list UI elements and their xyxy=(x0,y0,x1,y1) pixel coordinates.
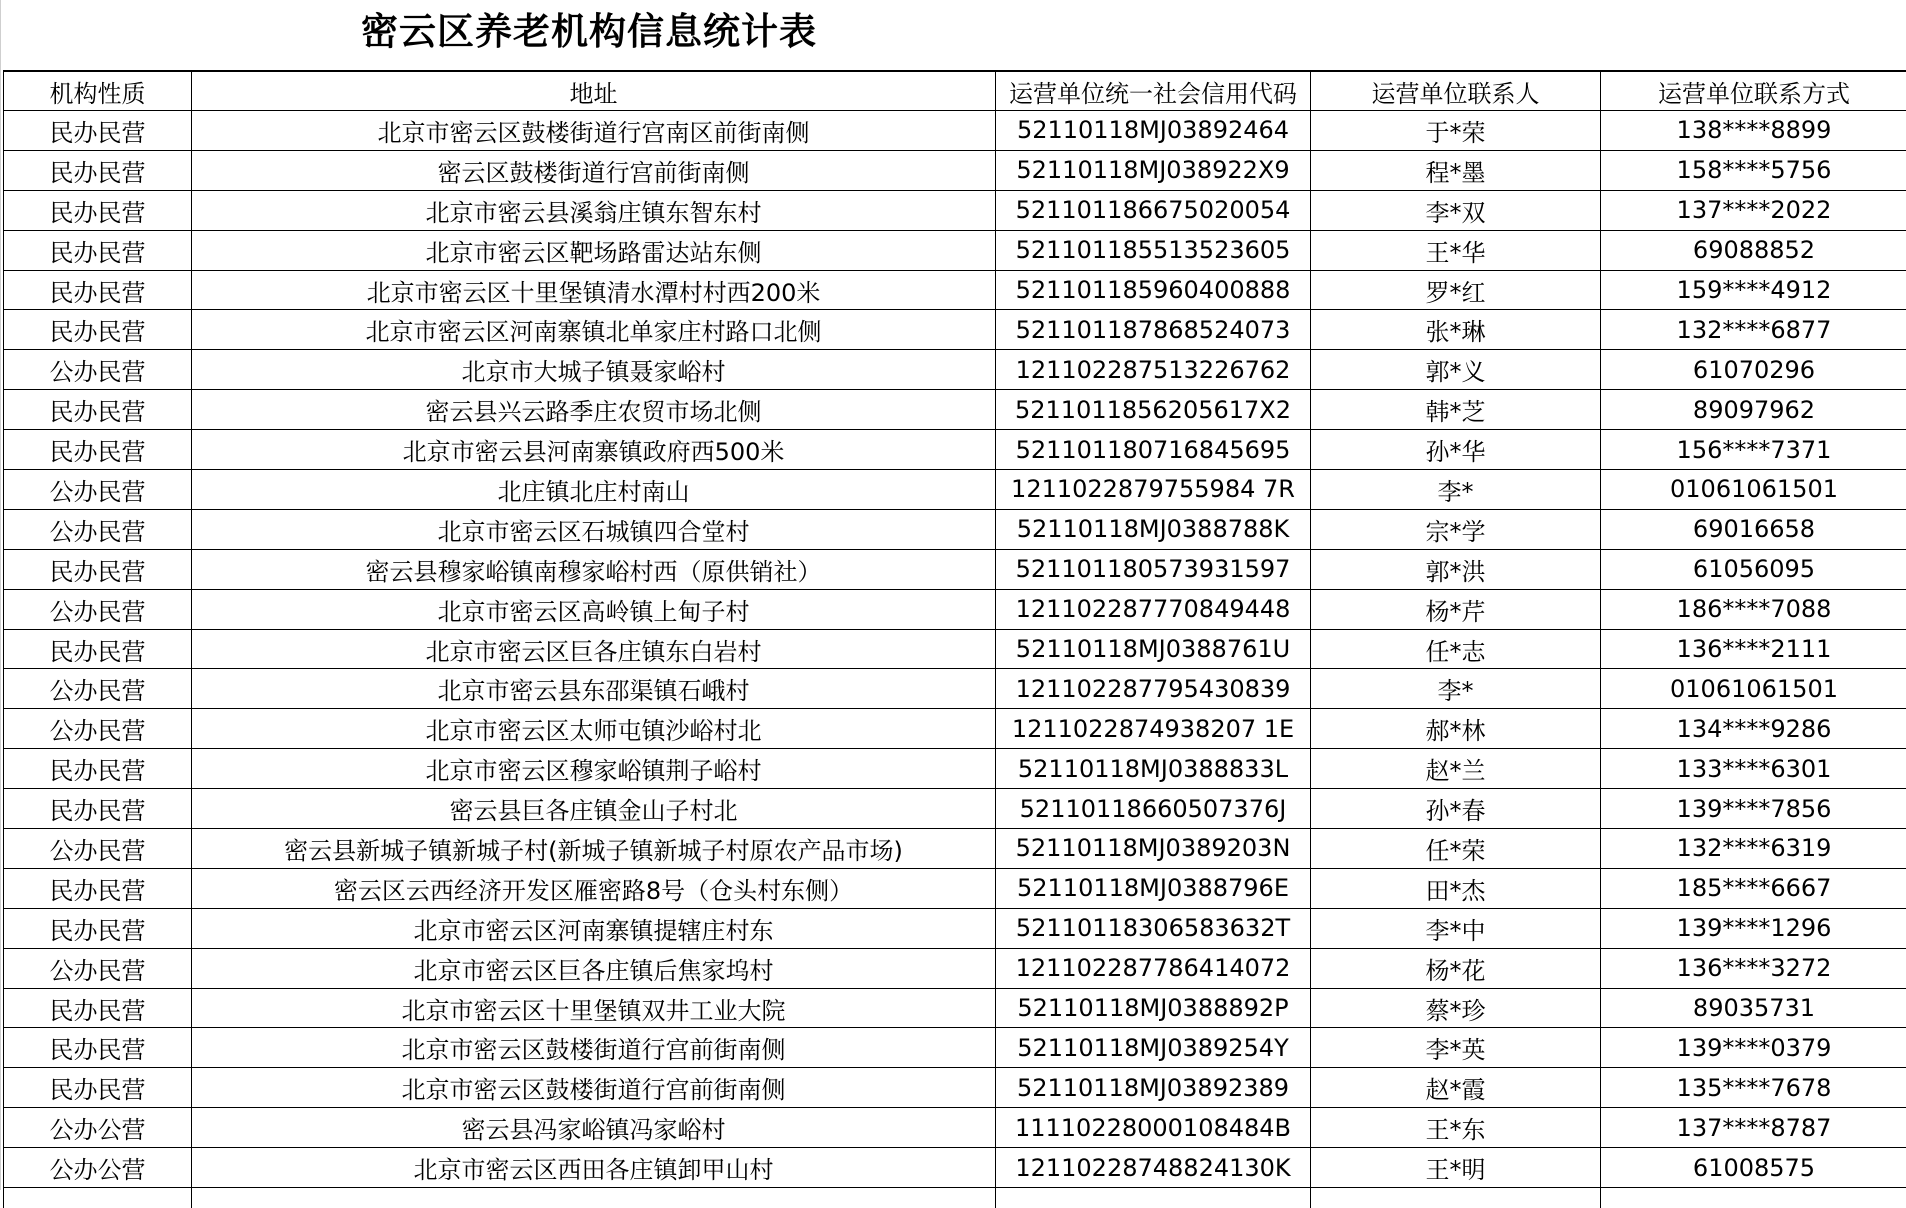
cell-credit-code[interactable]: 5211011856205617X2 xyxy=(996,390,1311,430)
cell-type[interactable]: 民办民营 xyxy=(4,1028,192,1068)
cell-phone[interactable]: 139****0379 xyxy=(1601,1028,1906,1068)
cell-address[interactable]: 密云县新城子镇新城子村(新城子镇新城子村原农产品市场) xyxy=(192,829,996,869)
cell-address[interactable]: 北京市密云县溪翁庄镇东智东村 xyxy=(192,190,996,230)
cell-phone[interactable]: 136****2111 xyxy=(1601,629,1906,669)
cell-phone[interactable]: 135****7678 xyxy=(1601,1068,1906,1108)
cell-credit-code[interactable]: 52110118MJ0389203N xyxy=(996,829,1311,869)
cell-phone[interactable]: 133****6301 xyxy=(1601,749,1906,789)
cell-type[interactable]: 民办民营 xyxy=(4,111,192,151)
cell-credit-code[interactable]: 1211022879755984 7R xyxy=(996,470,1311,510)
cell-phone[interactable]: 89097962 xyxy=(1601,390,1906,430)
cell-type[interactable]: 公办民营 xyxy=(4,509,192,549)
cell-contact[interactable]: 王*东 xyxy=(1311,1108,1601,1148)
cell-address[interactable]: 密云县穆家峪镇南穆家峪村西（原供销社） xyxy=(192,549,996,589)
cell-address[interactable]: 北京市密云区巨各庄镇东白岩村 xyxy=(192,629,996,669)
table-row xyxy=(4,310,1906,350)
cell-address[interactable]: 北京市密云区十里堡镇双井工业大院 xyxy=(192,988,996,1028)
cell-contact[interactable]: 郭*洪 xyxy=(1311,549,1601,589)
cell-credit-code[interactable]: 12110228748824130K xyxy=(996,1148,1311,1188)
cell-phone[interactable]: 69088852 xyxy=(1601,230,1906,270)
cell-address[interactable]: 北京市密云区河南寨镇提辖庄村东 xyxy=(192,908,996,948)
cell-phone[interactable]: 01061061501 xyxy=(1601,470,1906,510)
cell-type[interactable]: 民办民营 xyxy=(4,908,192,948)
cell-credit-code[interactable]: 52110118660507376J xyxy=(996,789,1311,829)
cell-contact[interactable]: 程*墨 xyxy=(1311,150,1601,190)
cell-credit-code[interactable]: 52110118MJ0388833L xyxy=(996,749,1311,789)
cell-address[interactable]: 北京市密云区鼓楼街道行宫南区前街南侧 xyxy=(192,111,996,151)
cell-phone[interactable]: 139****7856 xyxy=(1601,789,1906,829)
cell-type[interactable]: 民办民营 xyxy=(4,390,192,430)
cell-type[interactable]: 公办公营 xyxy=(4,1148,192,1188)
table-row xyxy=(4,470,1906,510)
table-row xyxy=(4,190,1906,230)
cell-credit-code[interactable]: 52110118MJ038922X9 xyxy=(996,150,1311,190)
cell-type[interactable]: 民办民营 xyxy=(4,988,192,1028)
table-row xyxy=(4,669,1906,709)
cell-address[interactable]: 北京市密云区鼓楼街道行宫前街南侧 xyxy=(192,1068,996,1108)
cell-type[interactable]: 民办民营 xyxy=(4,749,192,789)
header-row xyxy=(4,71,1906,111)
cell-address[interactable]: 北京市密云县东邵渠镇石峨村 xyxy=(192,669,996,709)
cell-type[interactable]: 民办民营 xyxy=(4,430,192,470)
table-row xyxy=(4,230,1906,270)
cell-contact[interactable]: 杨*花 xyxy=(1311,948,1601,988)
cell-type[interactable]: 公办民营 xyxy=(4,709,192,749)
cell-contact[interactable]: 韩*芝 xyxy=(1311,390,1601,430)
table-row xyxy=(4,1148,1906,1188)
cell-address[interactable]: 北京市密云区鼓楼街道行宫前街南侧 xyxy=(192,1028,996,1068)
cell-credit-code[interactable]: 521101185960400888 xyxy=(996,270,1311,310)
table-row xyxy=(4,270,1906,310)
table-row xyxy=(4,629,1906,669)
cell-phone[interactable]: 134****9286 xyxy=(1601,709,1906,749)
cell-phone[interactable]: 136****3272 xyxy=(1601,948,1906,988)
table-row xyxy=(4,829,1906,869)
cell-contact[interactable]: 李* xyxy=(1311,470,1601,510)
cell-address[interactable]: 密云县巨各庄镇金山子村北 xyxy=(192,789,996,829)
table-row xyxy=(4,589,1906,629)
cell-contact[interactable]: 宗*学 xyxy=(1311,509,1601,549)
cell-address[interactable]: 密云县冯家峪镇冯家峪村 xyxy=(192,1108,996,1148)
cell-credit-code[interactable]: 521101185513523605 xyxy=(996,230,1311,270)
cell-contact[interactable]: 孙*华 xyxy=(1311,430,1601,470)
cell-address[interactable]: 密云区云西经济开发区雁密路8号（仓头村东侧） xyxy=(192,868,996,908)
cell-credit-code[interactable]: 52110118MJ03892464 xyxy=(996,111,1311,151)
header-type[interactable]: 机构性质 xyxy=(4,71,192,111)
cell-address[interactable]: 北京市密云区河南寨镇北单家庄村路口北侧 xyxy=(192,310,996,350)
cell-type[interactable]: 民办民营 xyxy=(4,310,192,350)
table-row xyxy=(4,430,1906,470)
table-row xyxy=(4,350,1906,390)
cell-phone[interactable]: 138****8899 xyxy=(1601,111,1906,151)
table-row xyxy=(4,111,1906,151)
cell-contact[interactable]: 赵*兰 xyxy=(1311,749,1601,789)
cell-type[interactable]: 民办民营 xyxy=(4,629,192,669)
cell-contact[interactable]: 李*双 xyxy=(1311,190,1601,230)
cell-credit-code[interactable]: 52110118MJ0388788K xyxy=(996,509,1311,549)
cell-contact[interactable]: 王*明 xyxy=(1311,1148,1601,1188)
table-row xyxy=(4,509,1906,549)
cell-address[interactable]: 密云区鼓楼街道行宫前街南侧 xyxy=(192,150,996,190)
cell-address[interactable]: 密云县兴云路季庄农贸市场北侧 xyxy=(192,390,996,430)
cell-credit-code[interactable]: 121102287513226762 xyxy=(996,350,1311,390)
cell-phone[interactable]: 132****6877 xyxy=(1601,310,1906,350)
cell-phone[interactable]: 89035731 xyxy=(1601,988,1906,1028)
cell-type[interactable]: 民办民营 xyxy=(4,150,192,190)
institution-table xyxy=(3,70,1906,1208)
table-row xyxy=(4,150,1906,190)
table-row xyxy=(4,1068,1906,1108)
cell-phone[interactable]: 156****7371 xyxy=(1601,430,1906,470)
cell-phone[interactable]: 01061061501 xyxy=(1601,669,1906,709)
table-row xyxy=(4,908,1906,948)
cell-contact[interactable]: 蔡*珍 xyxy=(1311,988,1601,1028)
cell-credit-code[interactable]: 52110118MJ03892389 xyxy=(996,1068,1311,1108)
cell-phone[interactable]: 69016658 xyxy=(1601,509,1906,549)
cell-phone[interactable]: 159****4912 xyxy=(1601,270,1906,310)
cell-phone[interactable]: 185****6667 xyxy=(1601,868,1906,908)
cell-type[interactable]: 民办民营 xyxy=(4,230,192,270)
table-row xyxy=(4,1028,1906,1068)
cell-address[interactable]: 北京市密云县河南寨镇政府西500米 xyxy=(192,430,996,470)
cell-phone[interactable]: 132****6319 xyxy=(1601,829,1906,869)
cell-credit-code[interactable]: 52110118306583632T xyxy=(996,908,1311,948)
cell-credit-code[interactable]: 121102287786414072 xyxy=(996,948,1311,988)
cell-type[interactable]: 民办民营 xyxy=(4,549,192,589)
table-body xyxy=(4,111,1906,1208)
header-contact[interactable]: 运营单位联系人 xyxy=(1311,71,1601,111)
cell-contact[interactable]: 孙*春 xyxy=(1311,789,1601,829)
cell-address[interactable]: 北京市密云区石城镇四合堂村 xyxy=(192,509,996,549)
cell-address[interactable]: 北京市密云区穆家峪镇荆子峪村 xyxy=(192,749,996,789)
cell-type[interactable]: 公办民营 xyxy=(4,350,192,390)
cell-contact[interactable]: 郝*林 xyxy=(1311,709,1601,749)
cell-phone[interactable]: 61008575 xyxy=(1601,1148,1906,1188)
cell-phone[interactable]: 186****7088 xyxy=(1601,589,1906,629)
table-row xyxy=(4,1108,1906,1148)
cell-phone[interactable]: 137****8787 xyxy=(1601,1108,1906,1148)
cell-type[interactable]: 公办民营 xyxy=(4,669,192,709)
table-row xyxy=(4,709,1906,749)
cell-contact[interactable]: 李*英 xyxy=(1311,1028,1601,1068)
cell-contact[interactable]: 王*华 xyxy=(1311,230,1601,270)
table-row xyxy=(4,988,1906,1028)
cell-credit-code[interactable]: 52110118MJ0389254Y xyxy=(996,1028,1311,1068)
cell-contact[interactable]: 赵*霞 xyxy=(1311,1068,1601,1108)
cell-phone[interactable]: 139****1296 xyxy=(1601,908,1906,948)
cell-credit-code[interactable]: 521101180573931597 xyxy=(996,549,1311,589)
cell-contact[interactable]: 郭*义 xyxy=(1311,350,1601,390)
cell-address[interactable]: 北京市密云区西田各庄镇卸甲山村 xyxy=(192,1148,996,1188)
cell-credit-code[interactable]: 52110118MJ0388796E xyxy=(996,868,1311,908)
header-phone[interactable]: 运营单位联系方式 xyxy=(1601,71,1906,111)
cell-credit-code[interactable]: 521101180716845695 xyxy=(996,430,1311,470)
cell-contact[interactable]: 杨*芹 xyxy=(1311,589,1601,629)
table-row xyxy=(4,868,1906,908)
cell-phone[interactable]: 158****5756 xyxy=(1601,150,1906,190)
cell-contact[interactable]: 于*荣 xyxy=(1311,111,1601,151)
cell-type[interactable]: 公办民营 xyxy=(4,470,192,510)
header-address[interactable]: 地址 xyxy=(192,71,996,111)
cell-contact[interactable]: 任*荣 xyxy=(1311,829,1601,869)
cell-type[interactable]: 民办民营 xyxy=(4,868,192,908)
cell-address[interactable]: 北京市密云区太师屯镇沙峪村北 xyxy=(192,709,996,749)
cell-phone[interactable]: 61070296 xyxy=(1601,350,1906,390)
cell-type[interactable]: 民办民营 xyxy=(4,190,192,230)
partial-row xyxy=(4,1188,1906,1208)
cell-address[interactable]: 北京市大城子镇聂家峪村 xyxy=(192,350,996,390)
header-credit-code[interactable]: 运营单位统一社会信用代码 xyxy=(996,71,1311,111)
cell-contact[interactable]: 田*杰 xyxy=(1311,868,1601,908)
table-row xyxy=(4,549,1906,589)
cell-credit-code[interactable]: 1211022874938207 1E xyxy=(996,709,1311,749)
cell-credit-code[interactable]: 52110118MJ0388892P xyxy=(996,988,1311,1028)
cell-address[interactable]: 北京市密云区靶场路雷达站东侧 xyxy=(192,230,996,270)
cell-type[interactable]: 公办民营 xyxy=(4,589,192,629)
cell-credit-code[interactable]: 121102287795430839 xyxy=(996,669,1311,709)
cell-credit-code[interactable]: 521101187868524073 xyxy=(996,310,1311,350)
cell-credit-code[interactable]: 11110228000108484B xyxy=(996,1108,1311,1148)
table-row xyxy=(4,390,1906,430)
cell-type[interactable]: 民办民营 xyxy=(4,1068,192,1108)
cell-contact[interactable]: 罗*红 xyxy=(1311,270,1601,310)
cell-address[interactable]: 北庄镇北庄村南山 xyxy=(192,470,996,510)
page-title: 密云区养老机构信息统计表 xyxy=(361,4,817,60)
cell-credit-code[interactable]: 121102287770849448 xyxy=(996,589,1311,629)
table-row xyxy=(4,789,1906,829)
cell-type[interactable]: 公办公营 xyxy=(4,1108,192,1148)
cell-address[interactable]: 北京市密云区巨各庄镇后焦家坞村 xyxy=(192,948,996,988)
cell-phone[interactable]: 61056095 xyxy=(1601,549,1906,589)
cell-type[interactable]: 民办民营 xyxy=(4,270,192,310)
table-row xyxy=(4,749,1906,789)
cell-address[interactable]: 北京市密云区高岭镇上甸子村 xyxy=(192,589,996,629)
table-row xyxy=(4,948,1906,988)
cell-contact[interactable]: 张*琳 xyxy=(1311,310,1601,350)
cell-contact[interactable]: 李*中 xyxy=(1311,908,1601,948)
cell-type[interactable]: 公办民营 xyxy=(4,829,192,869)
cell-type[interactable]: 民办民营 xyxy=(4,789,192,829)
cell-phone[interactable]: 137****2022 xyxy=(1601,190,1906,230)
cell-address[interactable]: 北京市密云区十里堡镇清水潭村村西200米 xyxy=(192,270,996,310)
cell-credit-code[interactable]: 52110118MJ0388761U xyxy=(996,629,1311,669)
cell-type[interactable]: 公办民营 xyxy=(4,948,192,988)
cell-credit-code[interactable]: 521101186675020054 xyxy=(996,190,1311,230)
cell-contact[interactable]: 任*志 xyxy=(1311,629,1601,669)
cell-contact[interactable]: 李* xyxy=(1311,669,1601,709)
